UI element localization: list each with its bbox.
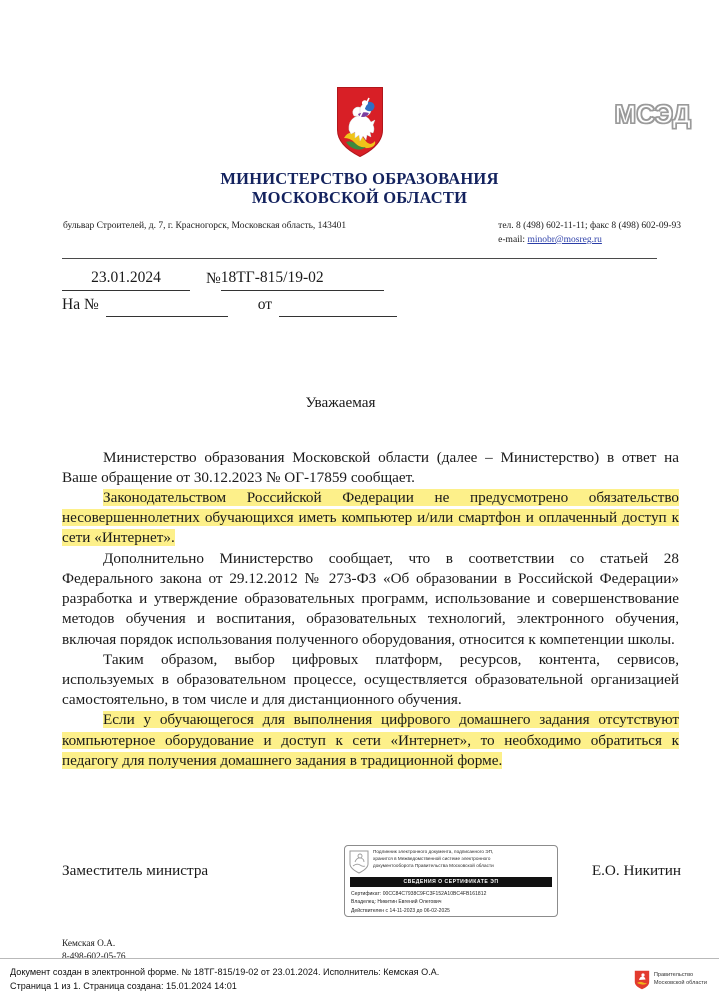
organization-title bbox=[0, 169, 719, 208]
stamp-certificate-number: Сертификат: 00CC84C7938C9FC3F152A10BC4FB161812 bbox=[351, 890, 487, 897]
stamp-top bbox=[349, 849, 553, 874]
contacts-block bbox=[0, 220, 719, 248]
paragraph-1 bbox=[62, 448, 679, 488]
footer-brand bbox=[634, 970, 711, 990]
paragraph-4-text: Таким образом, выбор цифровых платформ, ресурсов, контента, сервисов, используемых в образовательном процессе, осуществляется образовательной организацией самостоятельно, в том числе и для дистанционного обучения. bbox=[62, 650, 679, 709]
government-moscow-oblast-logo-icon bbox=[634, 970, 650, 990]
email-link[interactable]: minobr@mosreg.ru bbox=[527, 234, 602, 245]
address-line: бульвар Строителей, д. 7, г. Красногорск, Московская область, 143401 bbox=[63, 220, 347, 231]
salutation bbox=[62, 393, 679, 413]
stamp-certificate-owner: Владелец: Никитин Евгений Олегович bbox=[351, 899, 442, 906]
page-footer bbox=[0, 958, 719, 1000]
signatory-name: Е.О. Никитин bbox=[591, 862, 681, 879]
moscow-oblast-coat-of-arms-icon bbox=[336, 86, 384, 158]
signatory-position: Заместитель министра bbox=[62, 862, 209, 879]
contacts-right bbox=[498, 220, 681, 248]
paragraph-5-highlighted bbox=[62, 710, 679, 771]
reference-block bbox=[0, 268, 719, 317]
from-label: от bbox=[257, 296, 273, 314]
number-sign: № bbox=[206, 270, 221, 288]
org-title-line2: МОСКОВСКОЙ ОБЛАСТИ bbox=[251, 188, 468, 208]
stamp-certificate-validity: Действителен с 14-11-2023 до 06-02-2025 bbox=[351, 907, 450, 914]
header-divider bbox=[62, 258, 657, 259]
footer-brand-line1: Правительство bbox=[653, 971, 694, 978]
document-date-field[interactable]: 23.01.2024 bbox=[62, 268, 190, 291]
stamp-certificate-details bbox=[349, 890, 553, 916]
coat-of-arms-stamp-icon bbox=[349, 850, 369, 874]
digital-signature-stamp bbox=[344, 845, 558, 917]
emblem-container bbox=[0, 86, 719, 158]
paragraph-2-text: Законодательством Российской Федерации не предусмотрено обязательство несовершеннолетних обучающихся иметь компьютер и/или смартфон и оплаченный доступ к сети «Интернет». bbox=[62, 488, 679, 547]
on-reference-label: На № bbox=[62, 296, 99, 314]
footer-brand-text bbox=[654, 972, 707, 987]
reference-line-outgoing bbox=[62, 268, 719, 291]
document-number-field[interactable]: 18ТГ-815/19-02 bbox=[221, 268, 384, 291]
paragraph-2-highlighted bbox=[62, 488, 679, 549]
letterhead-header bbox=[0, 0, 719, 259]
msed-watermark: МСЭД bbox=[614, 99, 691, 129]
footer-line1: Документ создан в электронной форме. № 18ТГ-815/19-02 от 23.01.2024. Исполнитель: Кемская О.А. bbox=[10, 966, 440, 977]
reference-line-incoming bbox=[62, 295, 719, 317]
email-row bbox=[498, 234, 681, 248]
from-date-field[interactable] bbox=[279, 315, 397, 317]
email-label: e-mail: bbox=[498, 234, 526, 245]
salutation-text: Уважаемая bbox=[305, 394, 376, 412]
paragraph-3 bbox=[62, 549, 679, 650]
stamp-note-line3: документооборота Правительства Московской области bbox=[373, 862, 494, 868]
on-reference-field[interactable] bbox=[106, 315, 228, 317]
paragraph-3-text: Дополнительно Министерство сообщает, что в соответствии со статьей 28 Федерального закона от 29.12.2012 № 273-ФЗ «Об образовании в Российской Федерации» разработка и утверждение образовательных программ, использование и совершенствование методов обучения и воспитания, образовательных технологий, электронного обучения, включая порядок использования полученного оборудования, относится к компетенции школы. bbox=[62, 549, 679, 648]
footer-line2: Страница 1 из 1. Страница создана: 15.01.2024 14:01 bbox=[10, 980, 237, 991]
footer-brand-line2: Московской области bbox=[653, 979, 707, 986]
paragraph-1-text: Министерство образования Московской области (далее – Министерство) в ответ на Ваше обращение от 30.12.2023 № ОГ-17859 сообщает. bbox=[62, 448, 679, 486]
stamp-certificate-bar: СВЕДЕНИЯ О СЕРТИФИКАТЕ ЭП bbox=[350, 877, 552, 888]
stamp-note-line1: Подлинник электронного документа, подписанного ЭП, bbox=[373, 849, 494, 854]
org-title-line1: МИНИСТЕРСТВО ОБРАЗОВАНИЯ bbox=[220, 169, 499, 188]
footer-text bbox=[10, 966, 439, 993]
stamp-note-line2: хранится в Межведомственной системе электронного bbox=[373, 855, 491, 861]
phone-fax-line: тел. 8 (498) 602-11-11; факс 8 (498) 602-09-93 bbox=[498, 220, 681, 231]
paragraph-5-text: Если у обучающегося для выполнения цифрового домашнего задания отсутствуют компьютерное оборудование и доступ к сети «Интернет», то необходимо обратиться к педагогу для получения домашнего задания в традиционной форме. bbox=[62, 711, 679, 769]
paragraph-4 bbox=[62, 650, 679, 711]
stamp-note bbox=[373, 849, 494, 870]
letter-body bbox=[0, 393, 719, 771]
executor-name: Кемская О.А. bbox=[62, 939, 116, 949]
